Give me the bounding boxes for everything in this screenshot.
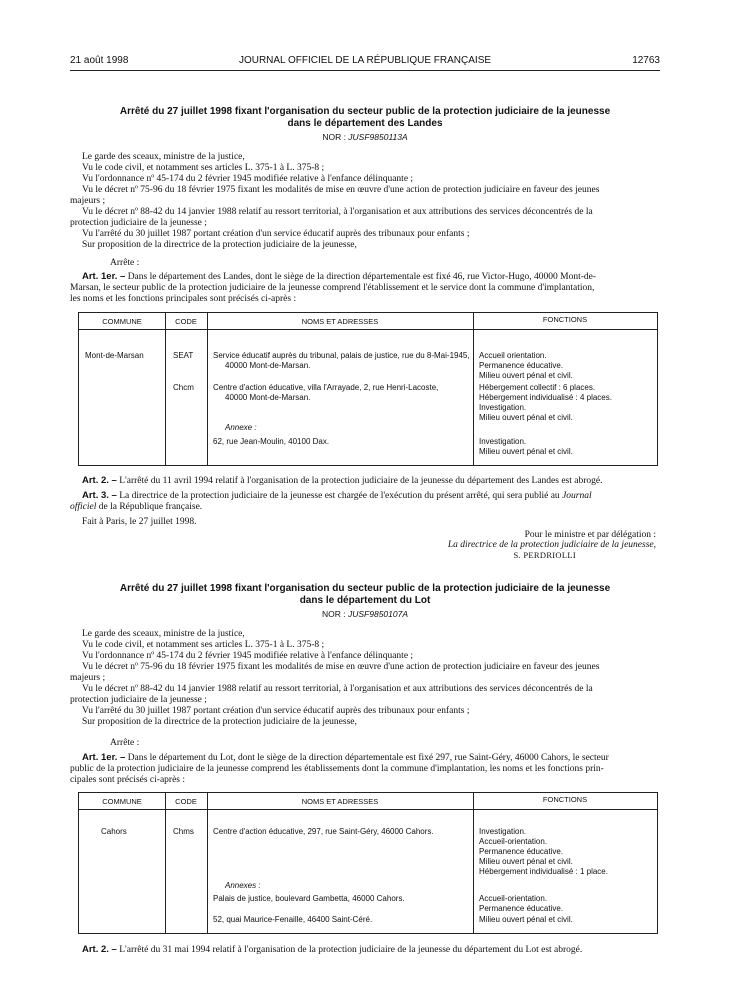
arrete2-addr2: Palais de justice, boulevard Gambetta, 46000 Cahors. [213, 894, 405, 903]
arrete1-fn1-1: Permanence éducative. [479, 361, 564, 370]
arrete2-nor-code: JUSF9850107A [347, 609, 408, 619]
header-rule [70, 70, 660, 71]
arrete2-visa-1: Vu le code civil, et notamment ses articles L. 375-1 à L. 375-8 ; [82, 640, 325, 650]
arrete1-addr1-l2: 40000 Mont-de-Marsan. [225, 361, 311, 370]
arrete1-commune: Mont-de-Marsan [85, 351, 144, 360]
arrete1-art1-label: Art. 1er. – [82, 271, 126, 282]
arrete1-art3-officiel: officiel [70, 502, 97, 512]
arrete1-article3 [70, 490, 660, 513]
arrete2-table [78, 792, 658, 934]
arrete1-visa-5: Vu le décret nº 88-42 du 14 janvier 1988 relatif au ressort territorial, à l'organisation et aux attributions des services déconcentrés de la [82, 207, 593, 217]
arrete1-art1-line2: les noms et les fonctions principales sont précisés ci-après : [70, 294, 297, 304]
arrete1-col-divider-2 [207, 313, 208, 465]
arrete2-th-fonctions: FONCTIONS [542, 795, 588, 804]
arrete1-visas [70, 152, 655, 251]
arrete2-fn1-4: Hébergement individualisé : 1 place. [479, 867, 608, 876]
arrete1-col-divider-1 [165, 313, 166, 465]
arrete1-art2-label: Art. 2. – [82, 475, 117, 486]
arrete1-fn1 [479, 351, 573, 381]
arrete2-art2-label: Art. 2. – [82, 944, 117, 955]
arrete2-commune: Cahors [101, 827, 127, 836]
arrete1-title-line1: Arrêté du 27 juillet 1998 fixant l'organisation du secteur public de la protection judiciaire de la jeunesse [119, 106, 611, 117]
arrete1-title [70, 106, 660, 130]
arrete1-code-seat: SEAT [173, 351, 194, 360]
arrete2-fn1-3: Milieu ouvert pénal et civil. [479, 857, 573, 866]
arrete1-sig-l1: Pour le ministre et par délégation : [524, 530, 656, 540]
arrete2-addr3: 52, quai Maurice-Fenaille, 46400 Saint-Céré. [213, 915, 373, 924]
arrete2-fn2-0: Accueil-orientation. [479, 894, 548, 903]
arrete1-annexe-label: Annexe : [225, 423, 257, 432]
arrete2-art1-line1: public de la protection judiciaire de la jeunesse comprend les établissements dont la commune d'implantation, les noms et les fonctions prin- [70, 764, 604, 774]
arrete1-code-chcm: Chcm [173, 383, 194, 392]
arrete2-fn1-0: Investigation. [479, 827, 527, 836]
arrete2-art1-label: Art. 1er. – [82, 752, 126, 763]
arrete2-visa-0: Le garde des sceaux, ministre de la justice, [82, 629, 245, 639]
arrete2-annexes-label: Annexes : [225, 881, 261, 890]
arrete1-addr2-l2: 40000 Mont-de-Marsan. [225, 393, 311, 402]
arrete1-fait: Fait à Paris, le 27 juillet 1998. [82, 517, 197, 527]
arrete1-fn2-3: Milieu ouvert pénal et civil. [479, 413, 573, 422]
arrete2-fn2 [479, 894, 563, 914]
arrete1-fn2-0: Hébergement collectif : 6 places. [479, 383, 596, 392]
arrete1-nor [70, 132, 660, 142]
arrete1-addr3: 62, rue Jean-Moulin, 40100 Dax. [213, 437, 330, 446]
arrete1-fn3-0: Investigation. [479, 437, 527, 446]
arrete1-visa-0: Le garde des sceaux, ministre de la justice, [82, 152, 245, 162]
arrete1-addr2-l1: Centre d'action éducative, villa l'Arrayade, 2, rue Henri-Lacoste, [213, 383, 439, 392]
arrete2-article1 [70, 752, 655, 786]
arrete2-col-divider-3 [473, 793, 474, 933]
arrete1-sig-l3: S. PERDRIOLLI [513, 550, 576, 560]
arrete1-fn2-1: Hébergement individualisé : 4 places. [479, 393, 612, 402]
running-header [70, 55, 660, 71]
arrete2-art1-line0: Dans le département du Lot, dont le siège de la direction départementale est fixé 297, rue Saint-Géry, 46000 Cahors, le secteur [127, 753, 609, 763]
header-page-number: 12763 [632, 55, 660, 66]
arrete1-arrete-word: Arrête : [110, 258, 140, 268]
arrete2-nor-label: NOR : [322, 609, 348, 619]
arrete2-visa-7: Vu l'arrêté du 30 juillet 1987 portant création d'un service éducatif auprès des tribunaux pour enfants ; [82, 706, 470, 716]
arrete1-fn2 [479, 383, 612, 423]
arrete1-fn3-1: Milieu ouvert pénal et civil. [479, 447, 573, 456]
arrete1-visa-3: Vu le décret nº 75-96 du 18 février 1975 fixant les modalités de mise en œuvre d'une action de protection judiciaire en faveur des jeunes [82, 185, 600, 195]
arrete1-visa-1: Vu le code civil, et notamment ses articles L. 375-1 à L. 375-8 ; [82, 163, 325, 173]
arrete1-visa-7: Vu l'arrêté du 30 juillet 1987 portant création d'un service éducatif auprès des tribunaux pour enfants ; [82, 229, 470, 239]
arrete2-col-divider-2 [207, 793, 208, 933]
arrete2-title [70, 583, 660, 607]
arrete2-visa-4: majeurs ; [70, 673, 106, 683]
arrete2-visa-6: protection judiciaire de la jeunesse ; [70, 695, 207, 705]
arrete2-th-noms: NOMS ET ADRESSES [301, 797, 379, 806]
arrete1-art3-rest: de la République française. [96, 502, 203, 512]
arrete2-code-chms: Chms [173, 827, 194, 836]
arrete1-fn2-2: Investigation. [479, 403, 527, 412]
arrete2-fn1-2: Permanence éducative. [479, 847, 564, 856]
arrete1-nor-label: NOR : [322, 132, 349, 142]
arrete1-art3-text: La directrice de la protection judiciaire de la jeunesse est chargée de l'exécution du présent arrêté, qui sera publié au [119, 491, 560, 501]
arrete2-fn3 [479, 915, 573, 925]
arrete1-col-divider-3 [473, 313, 474, 465]
arrete1-th-noms: NOMS ET ADRESSES [301, 317, 379, 326]
arrete2-title-line1: Arrêté du 27 juillet 1998 fixant l'organisation du secteur public de la protection judiciaire de la jeunesse [119, 583, 611, 594]
arrete1-signature [256, 530, 656, 560]
arrete1-addr2 [213, 383, 438, 403]
arrete1-visa-6: protection judiciaire de la jeunesse ; [70, 218, 207, 228]
arrete1-fn3 [479, 437, 573, 457]
arrete1-nor-code: JUSF9850113A [348, 132, 408, 142]
arrete1-art1-line1: Marsan, le secteur public de la protection judiciaire de la jeunesse comprend l'établissement et le service dont la commune d'implantation, [70, 283, 595, 293]
arrete1-art3-journal: Journal [562, 491, 592, 501]
arrete1-article1 [70, 271, 655, 305]
arrete1-art1-line0: Dans le département des Landes, dont le siège de la direction départementale est fixé 46, rue Victor-Hugo, 40000 Mont-de- [127, 272, 597, 282]
arrete1-article2 [70, 475, 655, 487]
arrete1-art3-label: Art. 3. – [82, 490, 117, 501]
arrete1-visa-2: Vu l'ordonnance nº 45-174 du 2 février 1945 modifiée relative à l'enfance délinquante ; [82, 174, 414, 184]
header-date: 21 août 1998 [70, 55, 129, 66]
arrete2-art2-text: L'arrêté du 31 mai 1994 relatif à l'organisation de la protection judiciaire de la jeunesse du département du Lot est abrogé. [119, 945, 583, 955]
arrete2-title-line2: dans le département du Lot [299, 595, 431, 606]
arrete1-addr1-l1: Service éducatif auprès du tribunal, palais de justice, rue du 8-Mai-1945, [213, 351, 470, 360]
arrete1-title-line2: dans le département des Landes [287, 118, 443, 129]
arrete2-addr1: Centre d'action éducative, 297, rue Saint-Géry, 46000 Cahors. [213, 827, 434, 836]
arrete1-fn1-2: Milieu ouvert pénal et civil. [479, 371, 573, 380]
arrete2-fn2-1: Permanence éducative. [479, 904, 564, 913]
arrete2-visa-2: Vu l'ordonnance nº 45-174 du 2 février 1945 modifiée relative à l'enfance délinquante ; [82, 651, 414, 661]
arrete1-addr1 [213, 351, 470, 371]
arrete2-nor [70, 609, 660, 619]
arrete2-col-divider-1 [165, 793, 166, 933]
arrete2-visa-3: Vu le décret nº 75-96 du 18 février 1975 fixant les modalités de mise en œuvre d'une action de protection judiciaire en faveur des jeunes [82, 662, 600, 672]
arrete2-fn1-1: Accueil-orientation. [479, 837, 548, 846]
arrete1-art2-text: L'arrêté du 11 avril 1994 relatif à l'organisation de la protection judiciaire de la jeunesse du département des Landes est abrogé. [119, 476, 603, 486]
arrete2-visas [70, 629, 655, 728]
arrete2-article2 [70, 944, 660, 956]
arrete1-visa-4: majeurs ; [70, 196, 106, 206]
arrete2-fn3-0: Milieu ouvert pénal et civil. [479, 915, 573, 924]
arrete1-fn1-0: Accueil orientation. [479, 351, 547, 360]
arrete2-visa-5: Vu le décret nº 88-42 du 14 janvier 1988 relatif au ressort territorial, à l'organisation et aux attributions des services déconcentrés de la [82, 684, 593, 694]
arrete2-fn1 [479, 827, 608, 877]
arrete2-th-code: CODE [175, 797, 197, 806]
header-journal-title: JOURNAL OFFICIEL DE LA RÉPUBLIQUE FRANÇAISE [238, 55, 492, 66]
arrete1-visa-8: Sur proposition de la directrice de la protection judiciaire de la jeunesse, [82, 240, 357, 250]
arrete2-art1-line2: cipales sont précisés ci-après : [70, 775, 186, 785]
arrete2-visa-8: Sur proposition de la directrice de la protection judiciaire de la jeunesse, [82, 717, 357, 727]
arrete2-th-commune: COMMUNE [102, 797, 142, 806]
arrete1-table [78, 312, 658, 466]
arrete1-sig-l2: La directrice de la protection judiciaire de la jeunesse, [447, 540, 656, 550]
arrete1-th-fonctions: FONCTIONS [542, 315, 588, 324]
arrete2-arrete-word: Arrête : [110, 738, 140, 748]
arrete1-th-commune: COMMUNE [102, 317, 142, 326]
arrete1-th-code: CODE [175, 317, 197, 326]
